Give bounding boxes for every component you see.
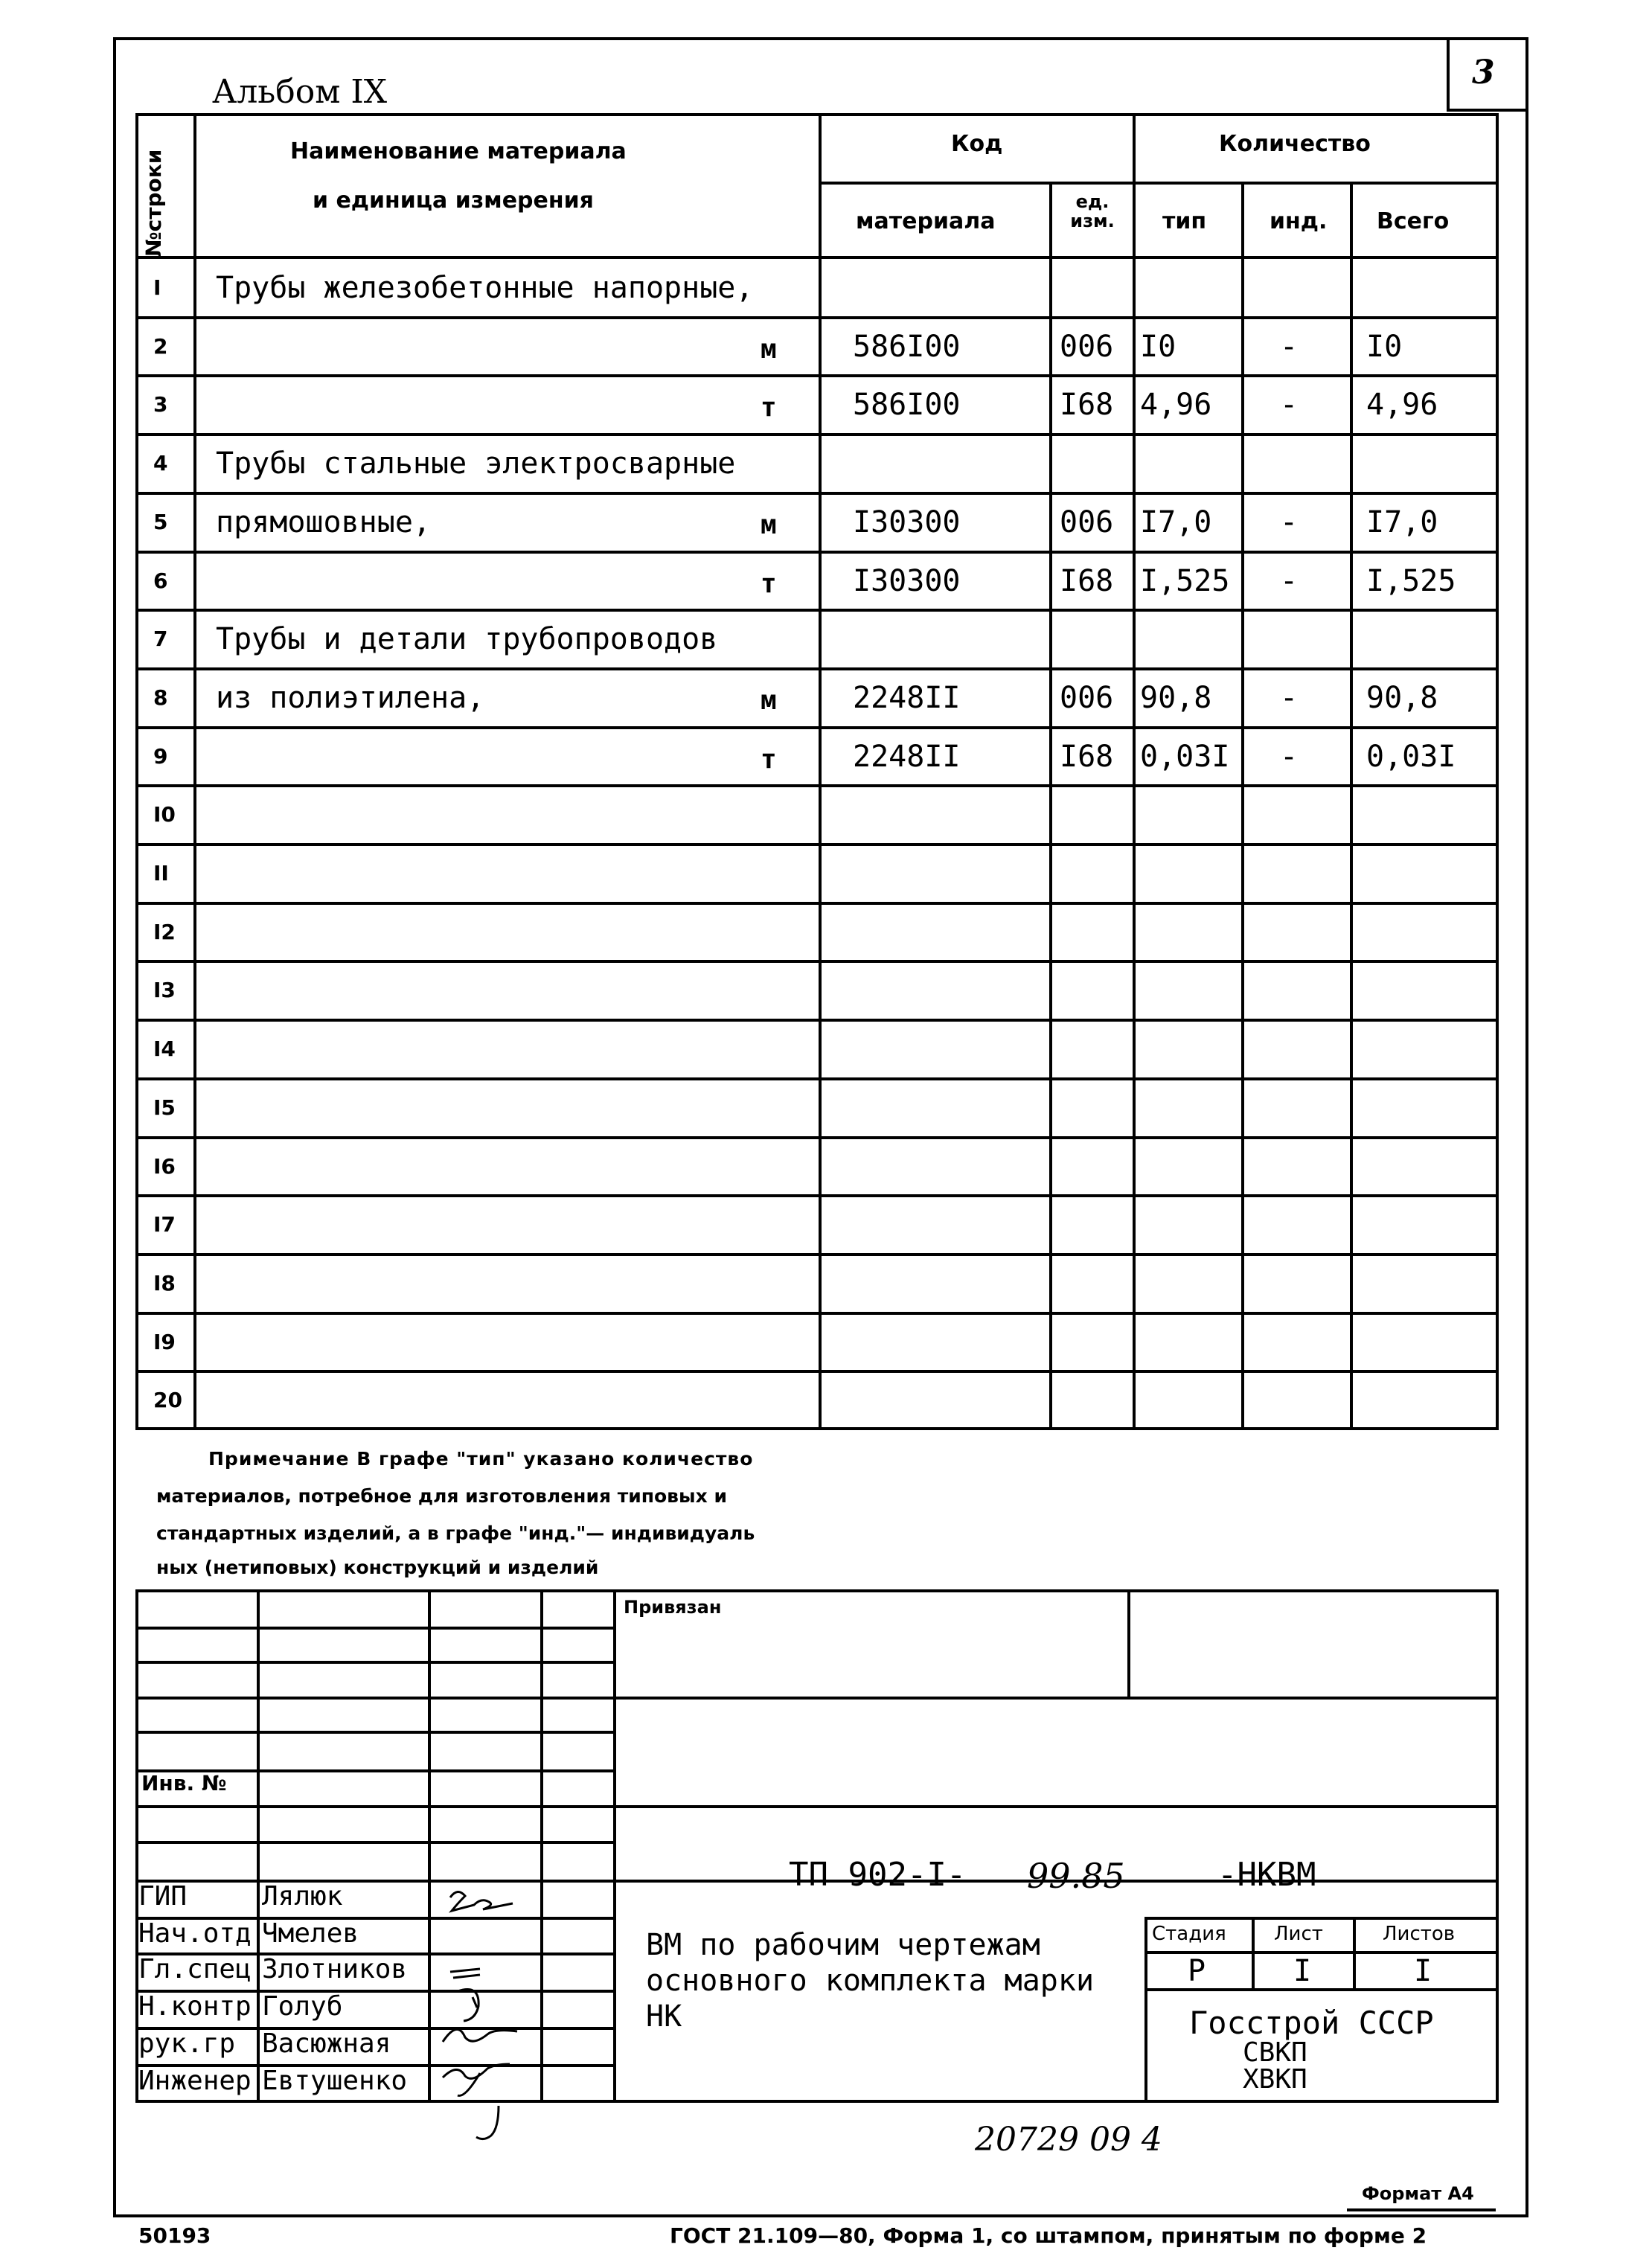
stamp-row-line (135, 1841, 613, 1844)
row-number: I7 (153, 1212, 176, 1237)
header-name-1: Наименование материала (290, 138, 627, 164)
staff-role: Нач.отд (138, 1918, 252, 1949)
row-number: I3 (153, 978, 176, 1003)
stage-label: Стадия (1152, 1923, 1226, 1945)
row-unit-letter: т (761, 392, 777, 423)
sheet-label: Лист (1274, 1923, 1323, 1945)
signature-mark (450, 1891, 513, 1911)
tied-label: Привязан (624, 1597, 722, 1618)
title-block-line (1144, 1917, 1499, 1920)
archive-number: 20729 09 4 (975, 2121, 1162, 2159)
row-name: прямошовные, (216, 504, 431, 539)
header-material: материала (856, 208, 996, 234)
stamp-bottom-line (135, 2100, 1499, 2103)
sheets-value: I (1414, 1954, 1432, 1988)
org-line-3: ХВКП (1243, 2064, 1307, 2095)
row-line (135, 374, 1499, 377)
row-line (135, 960, 1499, 963)
title-block-divider (1144, 1917, 1147, 2103)
row-material-code: I30300 (853, 504, 961, 539)
row-total-qty: 4,96 (1366, 388, 1438, 423)
page-number-divider (1447, 37, 1450, 112)
row-line (135, 551, 1499, 554)
staff-role: Гл.спец (138, 1954, 252, 1984)
signature-mark (458, 1990, 478, 2022)
stamp-line (135, 1589, 138, 2103)
col-line (1350, 183, 1353, 1430)
page-number-bottom (1447, 109, 1528, 112)
header-total: Всего (1377, 208, 1450, 234)
sheet-value: I (1293, 1954, 1312, 1988)
format-label: Формат А4 (1362, 2183, 1474, 2204)
row-type-qty: 4,96 (1140, 388, 1212, 423)
note-line-4: ных (нетиповых) конструкций и изделий (156, 1557, 599, 1578)
row-unit-letter: т (761, 568, 777, 599)
row-total-qty: I,525 (1366, 563, 1456, 598)
row-line (135, 1019, 1499, 1022)
header-type: тип (1162, 208, 1207, 234)
row-material-code: 2248II (853, 739, 961, 774)
row-number: 2 (153, 333, 168, 359)
row-line (135, 843, 1499, 846)
page-number: 3 (1472, 54, 1495, 92)
row-line (135, 609, 1499, 612)
row-unit-letter: м (761, 685, 777, 716)
header-mid-line (819, 182, 1499, 185)
row-line (135, 1312, 1499, 1315)
row-type-qty: I,525 (1140, 563, 1230, 598)
row-unit-letter: т (761, 743, 777, 775)
staff-name: Евтушенко (262, 2066, 408, 2096)
row-name: Трубы стальные электросварные (216, 446, 736, 481)
row-number: 7 (153, 627, 168, 652)
row-number: 3 (153, 392, 168, 417)
row-ind-qty: - (1280, 563, 1299, 598)
row-name: Трубы и детали трубопроводов (216, 622, 718, 657)
stamp-row-line (135, 1805, 1499, 1808)
org-line-1: Госстрой СССР (1189, 2005, 1434, 2041)
tied-divider (1127, 1589, 1130, 1698)
row-line (135, 784, 1499, 787)
note-line-3: стандартных изделий, а в графе "инд."— индивидуаль (156, 1522, 755, 1544)
staff-role: рук.гр (138, 2028, 236, 2059)
row-unit-code: 006 (1060, 504, 1114, 539)
staff-name: Васюжная (262, 2028, 391, 2059)
stamp-row-line (135, 1627, 613, 1630)
row-unit-code: 006 (1060, 680, 1114, 715)
stamp-row-line (135, 1697, 1499, 1700)
signature-mark (443, 2064, 510, 2095)
staff-name: Голуб (262, 1991, 343, 2022)
note-line-2: материалов, потребное для изготовления типовых и (156, 1485, 727, 1507)
row-unit-code: I68 (1060, 739, 1114, 774)
row-number: I6 (153, 1153, 176, 1179)
col-line (1049, 183, 1052, 1430)
row-number: 8 (153, 685, 168, 710)
stage-value: Р (1188, 1954, 1206, 1988)
staff-name: Чмелев (262, 1918, 359, 1949)
stamp-line (613, 1589, 616, 2103)
row-line (135, 1194, 1499, 1197)
row-unit-code: 006 (1060, 329, 1114, 364)
row-material-code: 586I00 (853, 388, 961, 423)
row-total-qty: 0,03I (1366, 739, 1456, 774)
row-type-qty: 90,8 (1140, 680, 1212, 715)
row-unit-letter: м (761, 333, 777, 365)
header-quantity: Количество (1219, 131, 1371, 157)
header-name-2: и единица измерения (313, 188, 594, 214)
note-line-1: Примечание В графе "тип" указано количество (208, 1448, 754, 1470)
title-block-line (1144, 1988, 1499, 1991)
row-unit-letter: м (761, 509, 777, 540)
staff-name: Злотников (262, 1954, 408, 1984)
title-block-divider (1252, 1917, 1255, 1991)
row-type-qty: I7,0 (1140, 504, 1212, 539)
row-line (135, 433, 1499, 436)
row-number: I0 (153, 802, 176, 827)
row-material-code: 586I00 (853, 329, 961, 364)
staff-role: ГИП (138, 1881, 188, 1912)
row-line (135, 316, 1499, 319)
stamp-line (257, 1589, 260, 2103)
row-number: 4 (153, 451, 168, 476)
row-unit-code: I68 (1060, 563, 1114, 598)
row-line (135, 1136, 1499, 1139)
row-name: Трубы железобетонные напорные, (216, 271, 754, 305)
row-type-qty: 0,03I (1140, 739, 1230, 774)
row-line (135, 1370, 1499, 1373)
header-ind: инд. (1270, 208, 1328, 234)
row-name: из полиэтилена, (216, 680, 485, 715)
title-block-divider (1353, 1917, 1356, 1991)
row-material-code: 2248II (853, 680, 961, 715)
row-unit-code: I68 (1060, 388, 1114, 423)
row-ind-qty: - (1280, 680, 1299, 715)
row-line (135, 1077, 1499, 1080)
row-line (135, 902, 1499, 905)
stamp-line (1496, 1589, 1499, 2103)
sheets-label: Листов (1383, 1923, 1456, 1945)
signature-mark (450, 1969, 480, 1978)
col-line (819, 113, 822, 1430)
signature-mark (443, 2029, 517, 2042)
row-number: 6 (153, 568, 168, 593)
row-number: I5 (153, 1095, 176, 1120)
stamp-top-line (135, 1589, 1499, 1592)
row-number: I9 (153, 1329, 176, 1354)
bottom-left-number: 50193 (138, 2223, 211, 2248)
row-number: I8 (153, 1270, 176, 1295)
row-line (135, 1253, 1499, 1256)
row-number: 20 (153, 1388, 182, 1413)
row-line (135, 667, 1499, 670)
col-line (193, 113, 196, 1430)
row-number: 5 (153, 509, 168, 534)
row-number: I (153, 275, 161, 300)
album-title: Альбом IX (212, 73, 388, 111)
header-row-no: №строки (141, 149, 166, 257)
gost-footer: ГОСТ 21.109—80, Форма 1, со штампом, принятым по форме 2 (670, 2223, 1427, 2248)
header-bottom-line (135, 256, 1499, 259)
header-code: Код (951, 131, 1003, 157)
row-total-qty: 90,8 (1366, 680, 1438, 715)
doc-suffix: -НКВМ (1217, 1856, 1316, 1894)
row-material-code: I30300 (853, 563, 961, 598)
header-unit: ед. изм. (1070, 191, 1115, 231)
row-ind-qty: - (1280, 739, 1299, 774)
stamp-row-line (135, 1661, 613, 1664)
format-underline (1347, 2208, 1496, 2211)
stamp-row-line (135, 1731, 613, 1734)
row-line (135, 726, 1499, 729)
staff-role: Н.контр (138, 1991, 252, 2022)
row-total-qty: I0 (1366, 329, 1403, 364)
row-number: II (153, 861, 169, 885)
col-line (1241, 183, 1244, 1430)
row-number: 9 (153, 743, 168, 769)
row-type-qty: I0 (1140, 329, 1176, 364)
ink-mark (469, 2103, 513, 2147)
row-ind-qty: - (1280, 388, 1299, 423)
row-line (135, 492, 1499, 495)
row-ind-qty: - (1280, 504, 1299, 539)
staff-name: Лялюк (262, 1881, 343, 1912)
col-line (1133, 113, 1136, 1430)
doc-code-handwritten: 99.85 (1027, 1856, 1125, 1896)
staff-role: Инженер (138, 2066, 252, 2096)
row-total-qty: I7,0 (1366, 504, 1438, 539)
row-number: I4 (153, 1037, 176, 1062)
signatures (428, 1880, 547, 2103)
row-number: I2 (153, 919, 176, 944)
doc-description: ВМ по рабочим чертежам основного комплекта марки НК (646, 1928, 1095, 2034)
row-ind-qty: - (1280, 329, 1299, 364)
org-line-2: СВКП (1243, 2037, 1307, 2068)
doc-code: ТП 902-I- (789, 1856, 967, 1894)
inv-no-label: Инв. № (141, 1771, 227, 1796)
